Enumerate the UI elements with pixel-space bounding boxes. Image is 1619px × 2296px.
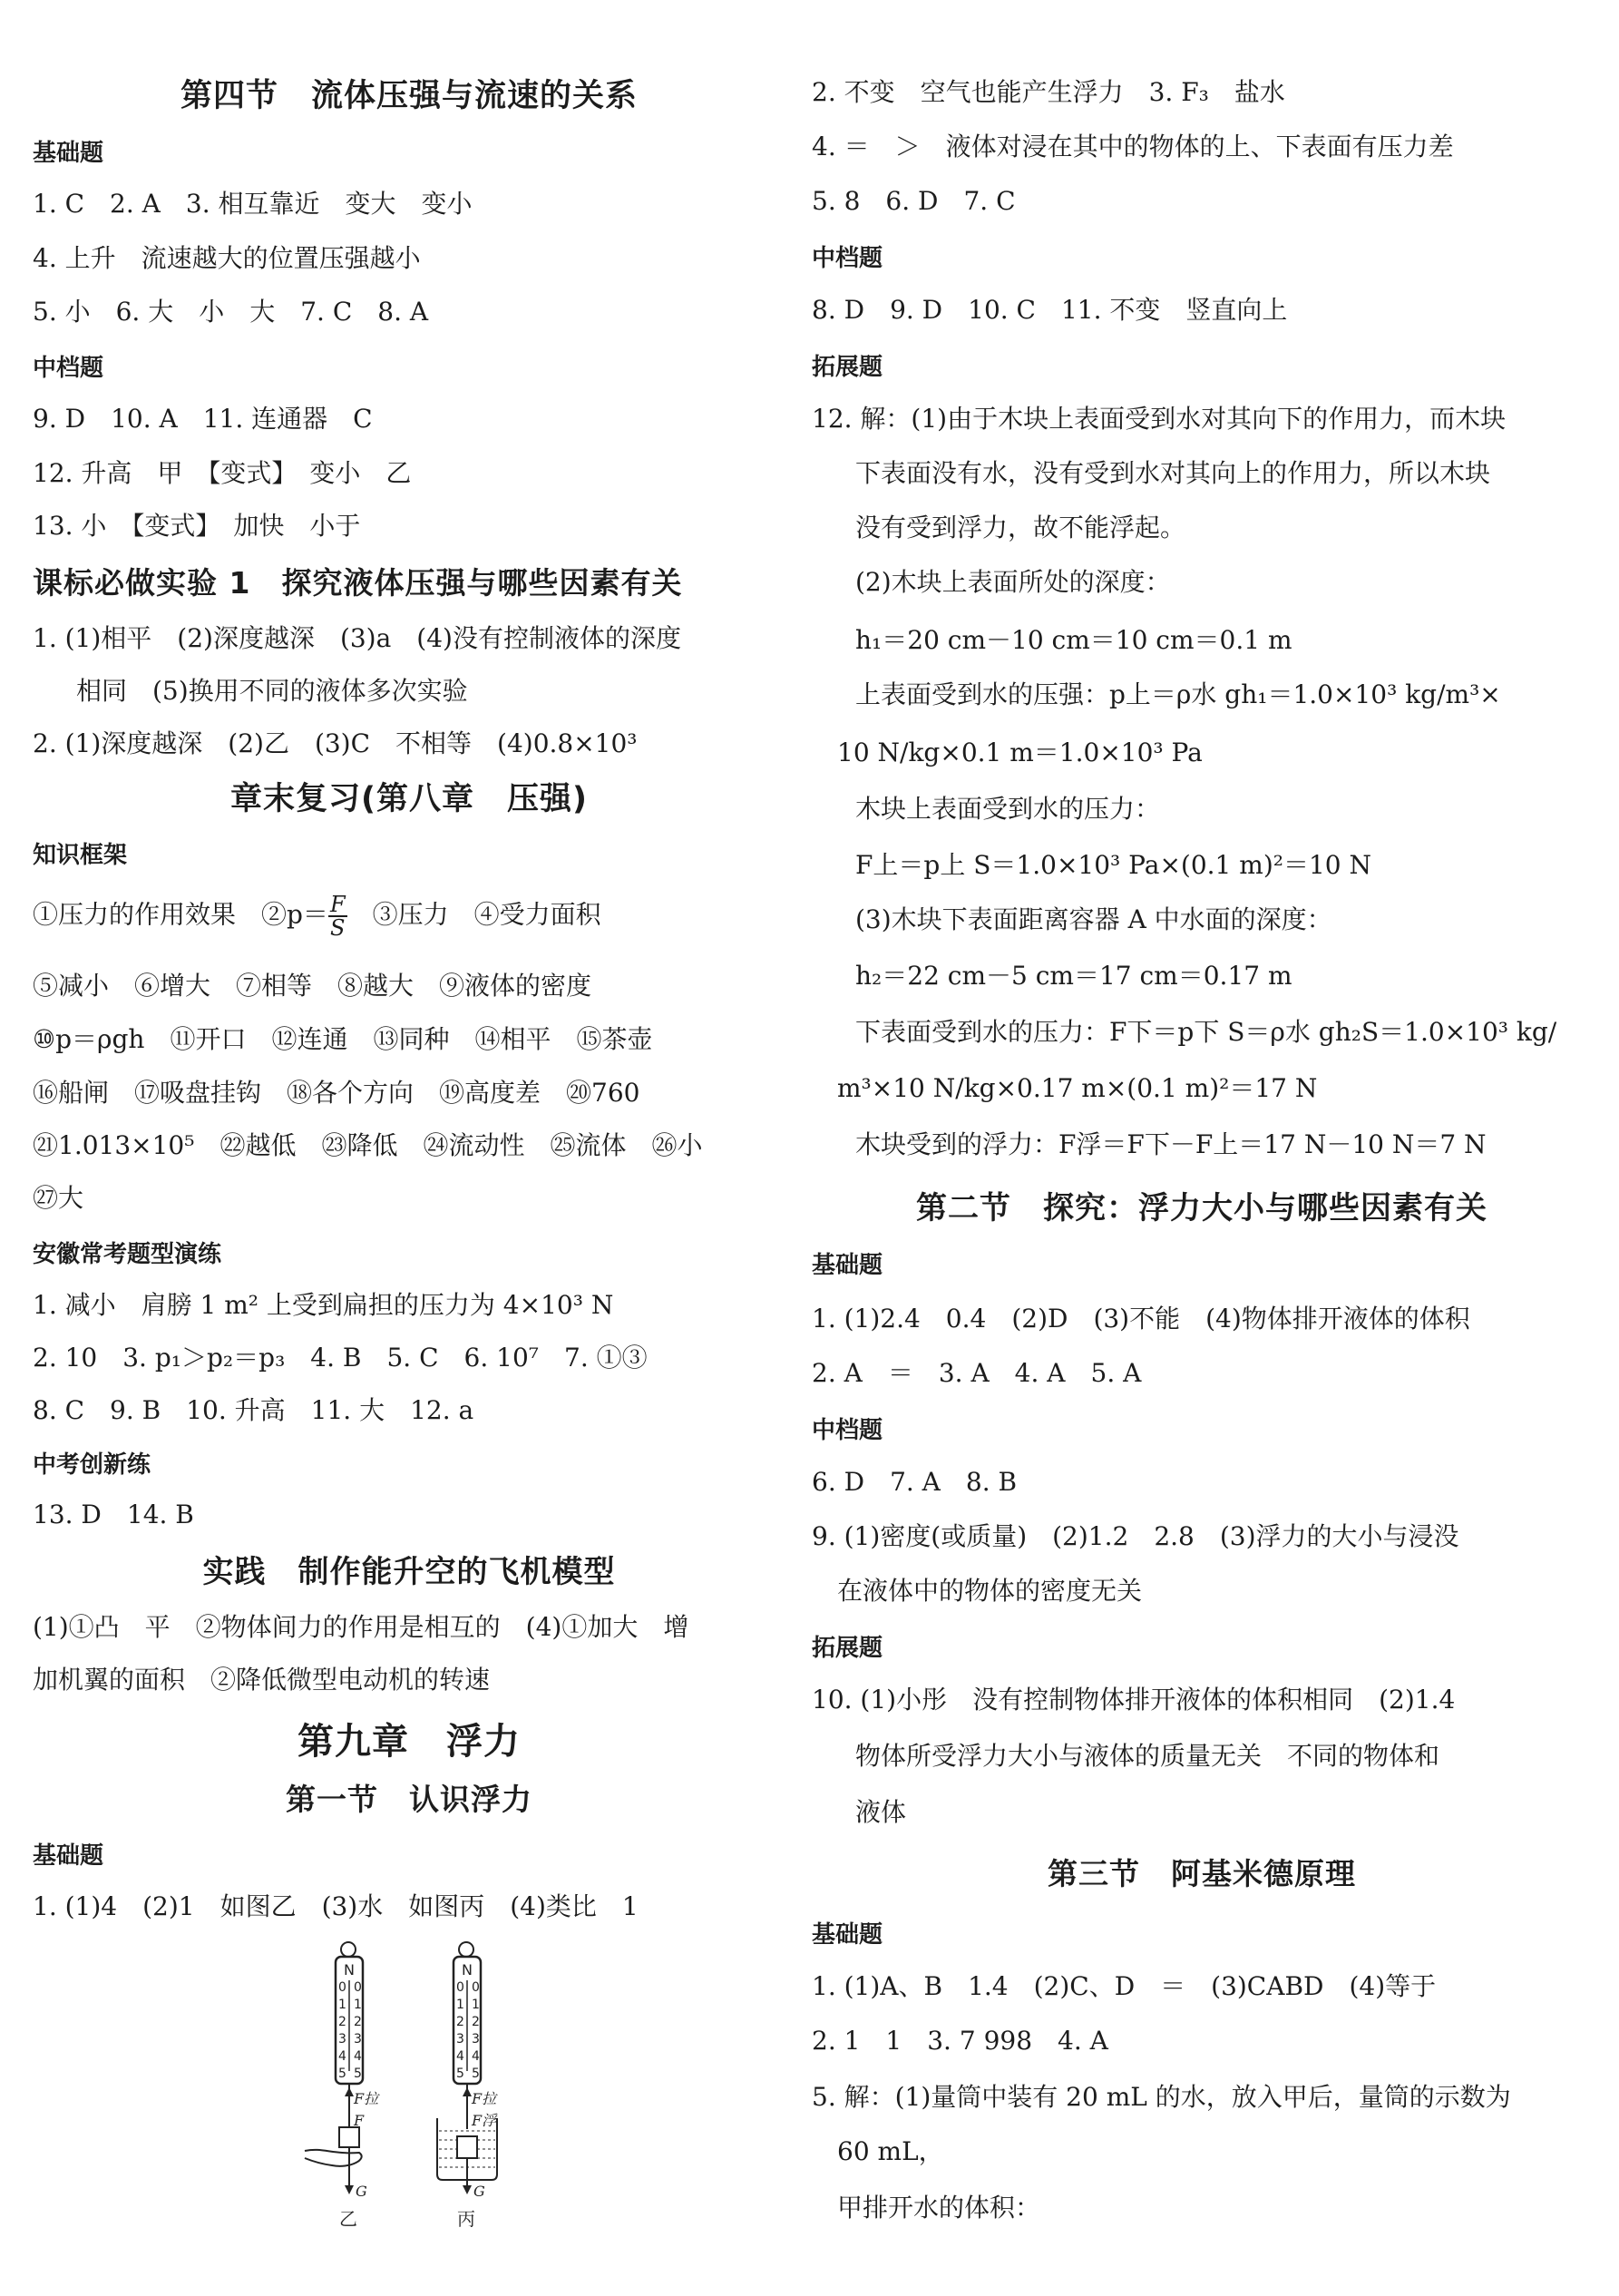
section-title-9-2: 第二节 探究：浮力大小与哪些因素有关 <box>916 1190 1487 1226</box>
answer-line: 1. (1)4 (2)1 如图乙 (3)水 如图丙 (4)类比 1 <box>33 1891 639 1921</box>
newton-unit-label: N <box>344 1961 355 1978</box>
gravity-label: G <box>356 2183 367 2200</box>
answer-line: 10. (1)小彤 没有控制物体排开液体的体积相同 (2)1.4 <box>812 1685 1456 1715</box>
answer-line: (1)①凸 平 ②物体间力的作用是相互的 (4)①加大 增 <box>33 1612 689 1642</box>
knowledge-line: ⑯船闸 ⑰吸盘挂钩 ⑱各个方向 ⑲高度差 ⑳760 <box>33 1078 640 1108</box>
answer-line: 8. D 9. D 10. C 11. 不变 竖直向上 <box>812 295 1288 325</box>
solution-line: 下表面受到水的压力：F下＝p下 S＝ρ水 gh₂S＝1.0×10³ kg/ <box>855 1017 1557 1047</box>
solution-line: 下表面没有水，没有受到水对其向上的作用力，所以木块 <box>855 458 1491 488</box>
heading-extension: 拓展题 <box>812 354 883 381</box>
tick-label: 2 <box>338 2015 346 2029</box>
answer-line: 2. (1)深度越深 (2)乙 (3)C 不相等 (4)0.8×10³ <box>33 728 638 758</box>
tick-label: 5 <box>338 2066 346 2081</box>
tick-label: 3 <box>456 2032 464 2047</box>
tick-label: 4 <box>456 2049 464 2064</box>
answer-line: 相同 (5)换用不同的液体多次实验 <box>76 676 468 706</box>
tick-label: 2 <box>354 2015 362 2029</box>
heading-basic: 基础题 <box>812 1921 883 1949</box>
solution-line: h₂＝22 cm－5 cm＝17 cm＝0.17 m <box>855 961 1292 991</box>
heading-basic: 基础题 <box>33 1842 104 1870</box>
solution-line: 没有受到浮力，故不能浮起。 <box>855 513 1186 542</box>
section-title-experiment: 课标必做实验 1 探究液体压强与哪些因素有关 <box>33 565 683 601</box>
heading-mid: 中档题 <box>812 1417 883 1444</box>
tick-label: 4 <box>354 2049 362 2064</box>
answer-line: 6. D 7. A 8. B <box>812 1467 1018 1497</box>
tick-label: 4 <box>472 2049 480 2064</box>
heading-knowledge-frame: 知识框架 <box>33 842 128 869</box>
tick-label: 1 <box>456 1998 464 2012</box>
pull-force-label: F拉 <box>354 2090 379 2107</box>
section-title-9-1: 第一节 认识浮力 <box>286 1782 532 1817</box>
gravity-label: G <box>473 2183 485 2200</box>
force-f-label: F <box>354 2112 365 2129</box>
tick-label: 0 <box>354 1980 362 1995</box>
solution-line: F上＝p上 S＝1.0×10³ Pa×(0.1 m)²＝10 N <box>855 850 1371 880</box>
solution-line: (3)木块下表面距离容器 A 中水面的深度： <box>855 904 1332 934</box>
heading-anhui-practice: 安徽常考题型演练 <box>33 1241 222 1268</box>
fraction-f-over-s <box>328 894 347 939</box>
tick-label: 2 <box>472 2015 480 2029</box>
fraction-denominator: S <box>330 915 346 941</box>
answer-line: 液体 <box>855 1797 907 1827</box>
answer-line: 12. 升高 甲 【变式】 变小 乙 <box>33 458 412 488</box>
spring-scale-yi <box>305 1942 380 2230</box>
answer-line: 1. 减小 肩膀 1 m² 上受到扁担的压力为 4×10³ N <box>33 1290 614 1320</box>
solution-line: 60 mL， <box>837 2136 944 2166</box>
fraction-numerator: F <box>329 892 346 917</box>
section-title-9-3: 第三节 阿基米德原理 <box>1048 1856 1356 1891</box>
answer-line: 4. 上升 流速越大的位置压强越小 <box>33 243 421 273</box>
section-title-4: 第四节 流体压强与流速的关系 <box>180 78 638 114</box>
tick-label: 5 <box>354 2066 362 2081</box>
solution-line: 木块上表面受到水的压力： <box>855 794 1161 824</box>
answer-line: 1. (1)A、B 1.4 (2)C、D ＝ (3)CABD (4)等于 <box>812 1971 1437 2001</box>
answer-line: 2. 1 1 3. 7 998 4. A <box>812 2026 1108 2056</box>
answer-line: 在液体中的物体的密度无关 <box>837 1576 1143 1606</box>
answer-line: 1. (1)相平 (2)深度越深 (3)a (4)没有控制液体的深度 <box>33 623 681 653</box>
answer-line: 9. D 10. A 11. 连通器 C <box>33 404 373 434</box>
knowledge-line <box>33 894 601 939</box>
tick-label: 0 <box>472 1980 480 1995</box>
pull-force-label: F拉 <box>472 2090 497 2107</box>
tick-label: 3 <box>338 2032 346 2047</box>
solution-line: 12. 解：(1)由于木块上表面受到水对其向下的作用力，而木块 <box>812 404 1507 434</box>
answer-line: 5. 小 6. 大 小 大 7. C 8. A <box>33 297 429 327</box>
knowledge-text: ③压力 ④受力面积 <box>346 899 601 930</box>
answer-line: 2. 10 3. p₁＞p₂＝p₃ 4. B 5. C 6. 10⁷ 7. ①③ <box>33 1343 648 1373</box>
tick-label: 2 <box>456 2015 464 2029</box>
solution-line: h₁＝20 cm－10 cm＝10 cm＝0.1 m <box>855 625 1292 655</box>
solution-line: (2)木块上表面所处的深度： <box>855 567 1171 597</box>
tick-label: 1 <box>472 1998 480 2012</box>
solution-line: 上表面受到水的压强：p上＝ρ水 gh₁＝1.0×10³ kg/m³× <box>855 679 1501 709</box>
tick-label: 1 <box>354 1998 362 2012</box>
tick-label: 1 <box>338 1998 346 2012</box>
knowledge-line: ㉑1.013×10⁵ ㉒越低 ㉓降低 ㉔流动性 ㉕流体 ㉖小 <box>33 1130 703 1160</box>
solution-line: 5. 解：(1)量筒中装有 20 mL 的水，放入甲后，量筒的示数为 <box>812 2082 1511 2112</box>
tick-label: 3 <box>354 2032 362 2047</box>
knowledge-line: ⑤减小 ⑥增大 ⑦相等 ⑧越大 ⑨液体的密度 <box>33 971 592 1001</box>
spring-scale-figure <box>296 1937 568 2236</box>
heading-basic: 基础题 <box>812 1252 883 1279</box>
spring-scale-bing <box>437 1942 498 2230</box>
chapter-title-9: 第九章 浮力 <box>297 1721 521 1763</box>
section-title-practice: 实践 制作能升空的飞机模型 <box>202 1554 616 1590</box>
answer-line: 加机翼的面积 ②降低微型电动机的转速 <box>33 1665 491 1695</box>
answer-line: 13. D 14. B <box>33 1500 194 1529</box>
answer-line: 9. (1)密度(或质量) (2)1.2 2.8 (3)浮力的大小与浸没 <box>812 1521 1459 1551</box>
solution-line: 木块受到的浮力：F浮＝F下－F上＝17 N－10 N＝7 N <box>855 1129 1487 1159</box>
knowledge-line: ⑩p＝ρgh ⑪开口 ⑫连通 ⑬同种 ⑭相平 ⑮茶壶 <box>33 1024 653 1054</box>
knowledge-line: ㉗大 <box>33 1183 84 1213</box>
heading-mid: 中档题 <box>33 355 104 382</box>
section-title-review: 章末复习(第八章 压强) <box>230 781 588 817</box>
tick-label: 5 <box>456 2066 464 2081</box>
solution-line: 甲排开水的体积： <box>837 2193 1041 2223</box>
answer-line: 物体所受浮力大小与液体的质量无关 不同的物体和 <box>855 1741 1440 1771</box>
buoyancy-label: F浮 <box>472 2112 497 2129</box>
answer-line: 1. C 2. A 3. 相互靠近 变大 变小 <box>33 189 473 219</box>
figure-label-bing: 丙 <box>457 2208 475 2230</box>
solution-line: 10 N/kg×0.1 m＝1.0×10³ Pa <box>837 738 1203 767</box>
answer-line: 2. A ＝ 3. A 4. A 5. A <box>812 1358 1142 1388</box>
heading-basic: 基础题 <box>33 140 104 167</box>
heading-extension: 拓展题 <box>812 1635 883 1662</box>
tick-label: 5 <box>472 2066 480 2081</box>
answer-line: 5. 8 6. D 7. C <box>812 186 1016 216</box>
solution-line: m³×10 N/kg×0.17 m×(0.1 m)²＝17 N <box>837 1073 1318 1103</box>
answer-line: 13. 小 【变式】 加快 小于 <box>33 511 361 541</box>
heading-mid: 中档题 <box>812 245 883 272</box>
tick-label: 3 <box>472 2032 480 2047</box>
tick-label: 0 <box>456 1980 464 1995</box>
figure-label-yi: 乙 <box>339 2208 357 2230</box>
heading-innovation: 中考创新练 <box>33 1451 151 1479</box>
tick-label: 4 <box>338 2049 346 2064</box>
knowledge-text: ①压力的作用效果 ②p＝ <box>33 899 328 930</box>
answer-line: 1. (1)2.4 0.4 (2)D (3)不能 (4)物体排开液体的体积 <box>812 1304 1470 1334</box>
answer-line: 4. ＝ ＞ 液体对浸在其中的物体的上、下表面有压力差 <box>812 132 1454 161</box>
tick-label: 0 <box>338 1980 346 1995</box>
answer-line: 8. C 9. B 10. 升高 11. 大 12. a <box>33 1395 474 1425</box>
answer-line: 2. 不变 空气也能产生浮力 3. F₃ 盐水 <box>812 77 1285 107</box>
newton-unit-label: N <box>462 1961 473 1978</box>
